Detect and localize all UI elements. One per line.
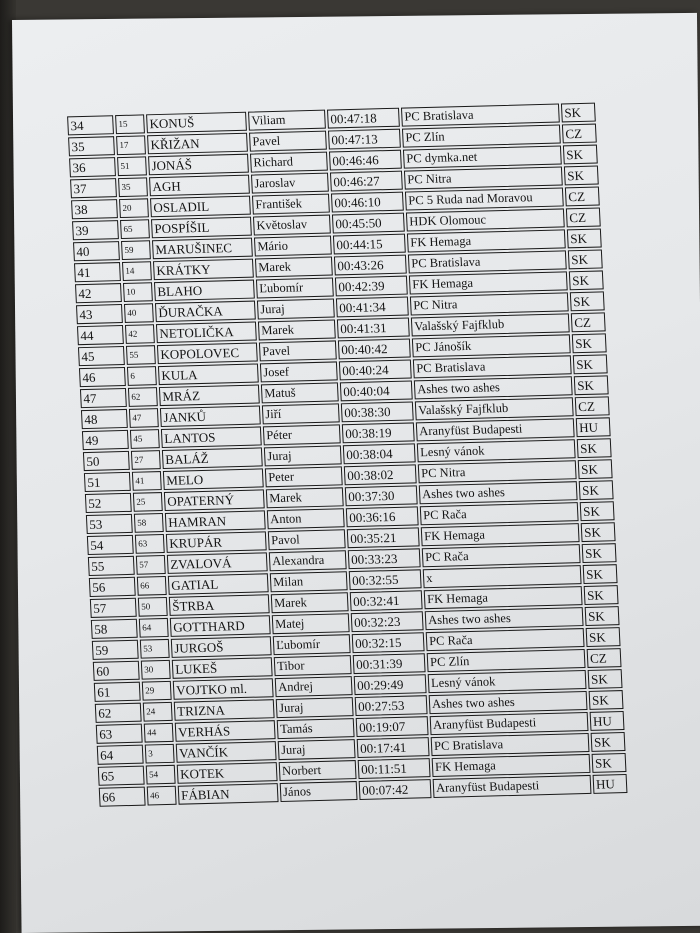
club-cell: Ashes two ashes <box>429 691 588 714</box>
club-cell: Valašský Fajfklub <box>415 397 574 420</box>
country-cell: HU <box>590 711 625 731</box>
last-name-cell: GATIAL <box>168 573 269 595</box>
country-cell: SK <box>561 103 596 123</box>
time-cell: 00:17:41 <box>357 737 430 758</box>
rank-cell: 39 <box>72 220 119 240</box>
last-name-cell: MRÁZ <box>159 384 260 406</box>
first-name-cell: Andrej <box>275 676 353 697</box>
last-name-cell: FÁBIAN <box>178 783 279 805</box>
club-cell: Ashes two ashes <box>419 481 578 504</box>
country-cell: SK <box>573 354 608 374</box>
bib-cell: 6 <box>127 366 157 386</box>
time-cell: 00:38:04 <box>343 443 416 464</box>
rank-cell: 60 <box>93 661 140 681</box>
last-name-cell: KOPOLOVEC <box>157 343 258 365</box>
club-cell: PC Nitra <box>418 460 577 483</box>
club-cell: Aranyfüst Budapesti <box>433 775 592 798</box>
time-cell: 00:32:55 <box>349 569 422 590</box>
time-cell: 00:38:02 <box>344 464 417 485</box>
first-name-cell: Matuš <box>261 382 339 403</box>
rank-cell: 54 <box>87 535 134 555</box>
bib-cell: 57 <box>136 555 166 575</box>
country-cell: SK <box>584 585 619 605</box>
country-cell: SK <box>564 166 599 186</box>
first-name-cell: Juraj <box>264 445 342 466</box>
club-cell: HDK Olomouc <box>406 208 565 231</box>
club-cell: FK Hemaga <box>409 271 568 294</box>
last-name-cell: VOJTKO ml. <box>173 678 274 700</box>
first-name-cell: Milan <box>270 571 348 592</box>
rank-cell: 65 <box>98 766 145 786</box>
bib-cell: 44 <box>144 723 174 743</box>
time-cell: 00:43:26 <box>334 255 407 276</box>
first-name-cell: Ľubomír <box>273 634 351 655</box>
time-cell: 00:19:07 <box>356 716 429 737</box>
club-cell: Aranyfüst Budapesti <box>430 712 589 735</box>
rank-cell: 57 <box>90 598 137 618</box>
rank-cell: 51 <box>84 472 131 492</box>
bib-cell: 66 <box>137 576 167 596</box>
last-name-cell: HAMRAN <box>165 510 266 532</box>
rank-cell: 38 <box>71 199 118 219</box>
first-name-cell: František <box>252 194 330 215</box>
rank-cell: 64 <box>97 745 144 765</box>
bib-cell: 64 <box>139 618 169 638</box>
first-name-cell: Tamás <box>277 718 355 739</box>
rank-cell: 41 <box>74 262 121 282</box>
bib-cell: 46 <box>147 786 177 806</box>
first-name-cell: Tibor <box>274 655 352 676</box>
country-cell: SK <box>583 564 618 584</box>
first-name-cell: Ľubomír <box>256 277 334 298</box>
first-name-cell: Alexandra <box>269 550 347 571</box>
bib-cell: 54 <box>146 765 176 785</box>
country-cell: SK <box>578 459 613 479</box>
time-cell: 00:36:16 <box>346 506 419 527</box>
club-cell: PC 5 Ruda nad Moravou <box>405 187 564 210</box>
bib-cell: 55 <box>126 345 156 365</box>
bib-cell: 14 <box>122 261 152 281</box>
time-cell: 00:37:30 <box>345 485 418 506</box>
rank-cell: 52 <box>85 493 132 513</box>
first-name-cell: Jaroslav <box>251 173 329 194</box>
time-cell: 00:45:50 <box>332 213 405 234</box>
last-name-cell: ĎURAČKA <box>155 301 256 323</box>
country-cell: CZ <box>562 124 597 144</box>
first-name-cell: Juraj <box>278 739 356 760</box>
time-cell: 00:32:15 <box>352 632 425 653</box>
rank-cell: 50 <box>83 451 130 471</box>
club-cell: Ashes two ashes <box>414 376 573 399</box>
time-cell: 00:47:13 <box>328 129 401 150</box>
club-cell: PC Zlín <box>427 649 586 672</box>
country-cell: SK <box>570 291 605 311</box>
last-name-cell: TRIZNA <box>174 699 275 721</box>
last-name-cell: BLAHO <box>154 280 255 302</box>
time-cell: 00:07:42 <box>359 779 432 800</box>
first-name-cell: Peter <box>265 466 343 487</box>
bib-cell: 40 <box>124 303 154 323</box>
last-name-cell: VERHÁS <box>175 720 276 742</box>
first-name-cell: Marek <box>255 257 333 278</box>
results-table-body <box>67 103 627 807</box>
bib-cell: 20 <box>119 198 149 218</box>
bib-cell: 58 <box>134 513 164 533</box>
first-name-cell: Péter <box>263 424 341 445</box>
time-cell: 00:33:23 <box>348 548 421 569</box>
bib-cell: 10 <box>123 282 153 302</box>
country-cell: SK <box>588 669 623 689</box>
club-cell: Aranyfüst Budapesti <box>416 418 575 441</box>
club-cell: PC dymka.net <box>403 145 562 168</box>
rank-cell: 62 <box>95 703 142 723</box>
country-cell: HU <box>593 774 628 794</box>
bib-cell: 35 <box>118 177 148 197</box>
rank-cell: 43 <box>76 304 123 324</box>
time-cell: 00:40:42 <box>338 338 411 359</box>
time-cell: 00:38:19 <box>342 422 415 443</box>
bib-cell: 62 <box>128 387 158 407</box>
first-name-cell: Pavol <box>268 529 346 550</box>
first-name-cell: János <box>280 781 358 802</box>
time-cell: 00:46:46 <box>329 150 402 171</box>
club-cell: Lesný vánok <box>428 670 587 693</box>
country-cell: SK <box>563 145 598 165</box>
country-cell: SK <box>586 627 621 647</box>
bib-cell: 15 <box>115 114 145 134</box>
bib-cell: 63 <box>135 534 165 554</box>
rank-cell: 40 <box>73 241 120 261</box>
last-name-cell: KOTEK <box>177 762 278 784</box>
time-cell: 00:46:10 <box>331 192 404 213</box>
first-name-cell: Marek <box>258 319 336 340</box>
first-name-cell: Juraj <box>276 697 354 718</box>
first-name-cell: Pavel <box>259 340 337 361</box>
club-cell: PC Bratislava <box>401 104 560 127</box>
time-cell: 00:47:18 <box>327 108 400 129</box>
rank-cell: 61 <box>94 682 141 702</box>
rank-cell: 46 <box>79 367 126 387</box>
time-cell: 00:27:53 <box>355 695 428 716</box>
time-cell: 00:38:30 <box>341 401 414 422</box>
time-cell: 00:42:39 <box>335 276 408 297</box>
bib-cell: 29 <box>142 681 172 701</box>
rank-cell: 47 <box>80 388 127 408</box>
bib-cell: 51 <box>117 156 147 176</box>
club-cell: Lesný vánok <box>417 439 576 462</box>
country-cell: CZ <box>571 312 606 332</box>
last-name-cell: OPATERNÝ <box>164 489 265 511</box>
bib-cell: 3 <box>145 744 175 764</box>
country-cell: SK <box>572 333 607 353</box>
club-cell: FK Hemaga <box>421 523 580 546</box>
bib-cell: 45 <box>130 429 160 449</box>
rank-cell: 42 <box>75 283 122 303</box>
bib-cell: 50 <box>138 597 168 617</box>
club-cell: PC Bratislava <box>408 250 567 273</box>
country-cell: SK <box>580 501 615 521</box>
club-cell: PC Rača <box>422 544 581 567</box>
club-cell: PC Nitra <box>404 166 563 189</box>
country-cell: SK <box>567 228 602 248</box>
bib-cell: 47 <box>129 408 159 428</box>
country-cell: SK <box>577 438 612 458</box>
country-cell: SK <box>579 480 614 500</box>
bib-cell: 59 <box>121 240 151 260</box>
first-name-cell: Pavel <box>249 131 327 152</box>
last-name-cell: KULA <box>158 363 259 385</box>
time-cell: 00:32:23 <box>351 611 424 632</box>
bib-cell: 17 <box>116 135 146 155</box>
club-cell: FK Hemaga <box>407 229 566 252</box>
results-table <box>65 101 630 809</box>
last-name-cell: GOTTHARD <box>170 615 271 637</box>
paper-sheet <box>12 13 700 933</box>
time-cell: 00:31:39 <box>353 653 426 674</box>
first-name-cell: Marek <box>271 592 349 613</box>
last-name-cell: AGH <box>149 175 250 197</box>
time-cell: 00:35:21 <box>347 527 420 548</box>
first-name-cell: Juraj <box>257 298 335 319</box>
country-cell: SK <box>574 375 609 395</box>
first-name-cell: Mário <box>254 236 332 257</box>
time-cell: 00:32:41 <box>350 590 423 611</box>
rank-cell: 56 <box>89 577 136 597</box>
rank-cell: 48 <box>81 409 128 429</box>
club-cell: PC Rača <box>426 628 585 651</box>
country-cell: CZ <box>566 207 601 227</box>
club-cell: FK Hemaga <box>424 586 583 609</box>
first-name-cell: Viliam <box>248 110 326 131</box>
last-name-cell: ZVALOVÁ <box>167 552 268 574</box>
bib-cell: 42 <box>125 324 155 344</box>
first-name-cell: Květoslav <box>253 215 331 236</box>
last-name-cell: MELO <box>163 468 264 490</box>
last-name-cell: ŠTRBA <box>169 594 270 616</box>
last-name-cell: KRUPÁR <box>166 531 267 553</box>
last-name-cell: KŘIŽAN <box>147 133 248 155</box>
time-cell: 00:41:34 <box>336 297 409 318</box>
bib-cell: 25 <box>133 492 163 512</box>
first-name-cell: Josef <box>260 361 338 382</box>
last-name-cell: BALÁŽ <box>162 447 263 469</box>
rank-cell: 37 <box>70 178 117 198</box>
bib-cell: 30 <box>141 660 171 680</box>
time-cell: 00:11:51 <box>358 758 431 779</box>
first-name-cell: Richard <box>250 152 328 173</box>
bib-cell: 65 <box>120 219 150 239</box>
first-name-cell: Marek <box>266 487 344 508</box>
rank-cell: 45 <box>78 346 125 366</box>
country-cell: SK <box>568 249 603 269</box>
rank-cell: 66 <box>99 787 146 807</box>
last-name-cell: MARUŠINEC <box>152 238 253 260</box>
club-cell: PC Rača <box>420 502 579 525</box>
country-cell: SK <box>589 690 624 710</box>
rank-cell: 35 <box>68 136 115 156</box>
country-cell: HU <box>576 417 611 437</box>
rank-cell: 63 <box>96 724 143 744</box>
rank-cell: 34 <box>67 115 114 135</box>
club-cell: FK Hemaga <box>432 754 591 777</box>
time-cell: 00:29:49 <box>354 674 427 695</box>
club-cell: PC Bratislava <box>431 733 590 756</box>
country-cell: CZ <box>587 648 622 668</box>
club-cell: PC Nitra <box>410 292 569 315</box>
last-name-cell: JURGOŠ <box>171 636 272 658</box>
time-cell: 00:40:04 <box>340 380 413 401</box>
last-name-cell: KRÁTKY <box>153 259 254 281</box>
country-cell: CZ <box>565 186 600 206</box>
last-name-cell: LUKEŠ <box>172 657 273 679</box>
rank-cell: 36 <box>69 157 116 177</box>
rank-cell: 59 <box>92 640 139 660</box>
time-cell: 00:41:31 <box>337 318 410 339</box>
rank-cell: 58 <box>91 619 138 639</box>
club-cell: PC Jánošík <box>412 334 571 357</box>
club-cell: PC Zlín <box>402 124 561 147</box>
country-cell: SK <box>585 606 620 626</box>
country-cell: SK <box>591 732 626 752</box>
country-cell: SK <box>582 543 617 563</box>
last-name-cell: VANČÍK <box>176 741 277 763</box>
first-name-cell: Matej <box>272 613 350 634</box>
rank-cell: 55 <box>88 556 135 576</box>
country-cell: SK <box>581 522 616 542</box>
first-name-cell: Anton <box>267 508 345 529</box>
last-name-cell: POSPÍŠIL <box>151 217 252 239</box>
rank-cell: 44 <box>77 325 124 345</box>
club-cell: Valašský Fajfklub <box>411 313 570 336</box>
last-name-cell: LANTOS <box>161 426 262 448</box>
time-cell: 00:40:24 <box>339 359 412 380</box>
last-name-cell: OSLADIL <box>150 196 251 218</box>
rank-cell: 49 <box>82 430 129 450</box>
time-cell: 00:44:15 <box>333 234 406 255</box>
club-cell: x <box>423 565 582 588</box>
country-cell: CZ <box>575 396 610 416</box>
time-cell: 00:46:27 <box>330 171 403 192</box>
bib-cell: 24 <box>143 702 173 722</box>
last-name-cell: JONÁŠ <box>148 154 249 176</box>
club-cell: Ashes two ashes <box>425 607 584 630</box>
last-name-cell: KONUŠ <box>146 112 247 134</box>
country-cell: SK <box>569 270 604 290</box>
club-cell: PC Bratislava <box>413 355 572 378</box>
bib-cell: 41 <box>132 471 162 491</box>
rank-cell: 53 <box>86 514 133 534</box>
first-name-cell: Jiří <box>262 403 340 424</box>
bib-cell: 53 <box>140 639 170 659</box>
country-cell: SK <box>592 753 627 773</box>
first-name-cell: Norbert <box>279 760 357 781</box>
last-name-cell: NETOLIČKA <box>156 322 257 344</box>
last-name-cell: JANKŮ <box>160 405 261 427</box>
bib-cell: 27 <box>131 450 161 470</box>
